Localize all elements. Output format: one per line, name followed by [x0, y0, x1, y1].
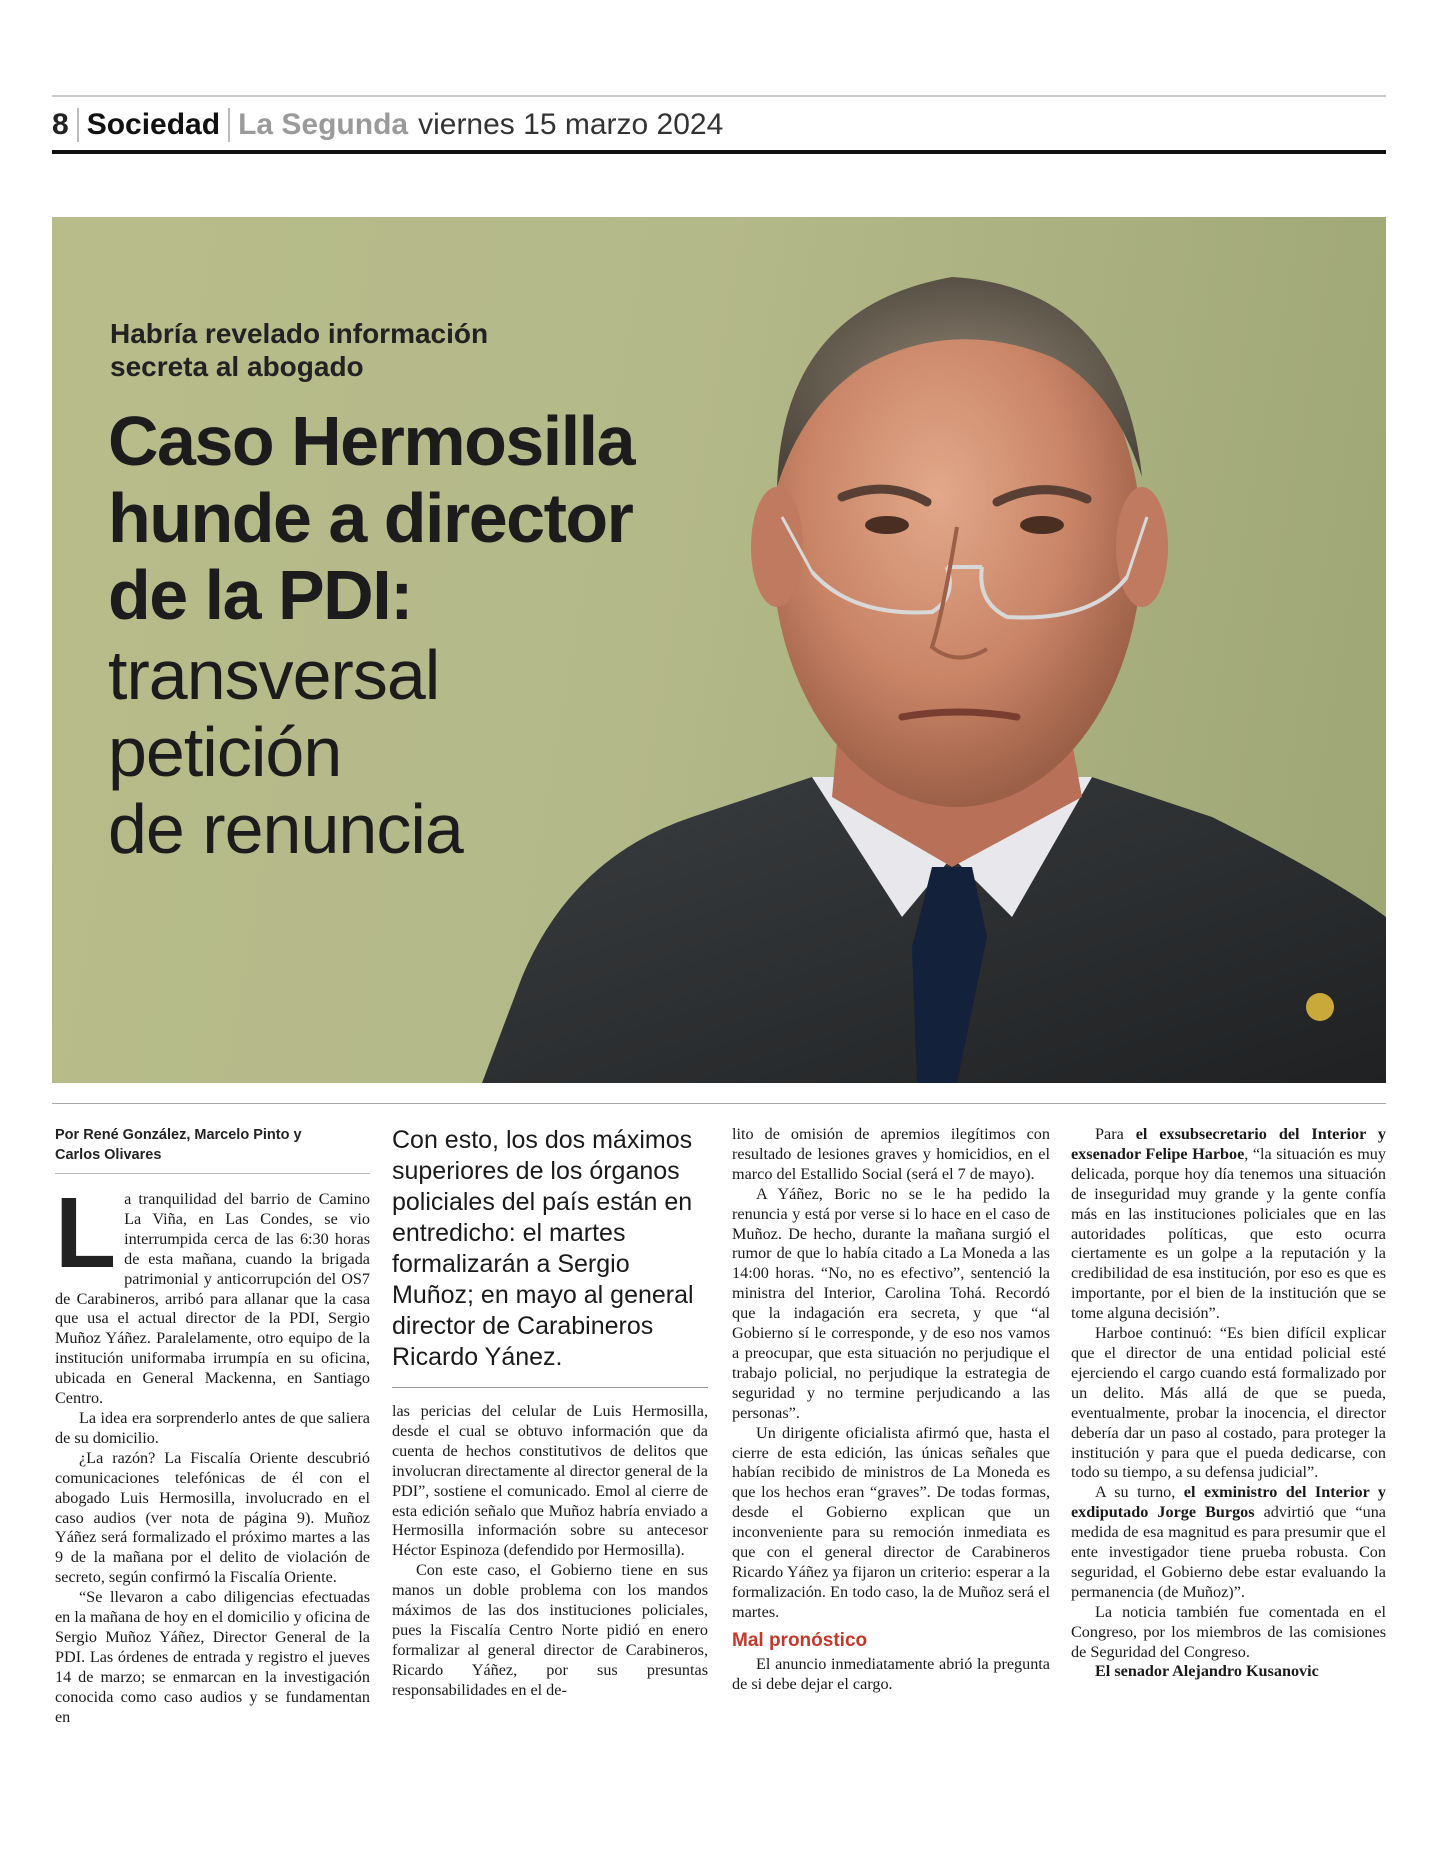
article-column-1 — [55, 1125, 370, 1727]
article-paragraph: “Se llevaron a cabo diligencias efectuadas en la mañana de hoy en el domicilio y oficina de Sergio Muñoz Yáñez, Director General de la PDI. Las órdenes de entrada y registro el jueves 14 de marzo; se enmarcan en la investigación conocida como caso audios y se fundamentan en — [55, 1588, 370, 1726]
headline-continuation — [108, 637, 748, 868]
headline-title — [108, 403, 748, 634]
byline-line: Carlos Olivares — [55, 1147, 162, 1163]
paragraph-text: a tranquilidad del barrio de Camino La Viña, en Las Condes, se vio interrumpida cerca de las 6:30 horas de esta mañana, cuando la brigada patrimonial y anticorrupción del OS7 de Carabineros, arribó para allanar que la casa que usa el actual director de la PDI, Sergio Muñoz Yáñez. Paralelamente, otro equipo de la institución uniformaba irrumpía en su oficina, ubicada en General Mackenna, en Santiago Centro. — [55, 1190, 370, 1408]
article-paragraph: Harboe continuó: “Es bien difícil explicar que el director de una entidad policial esté ejerciendo el cargo cuando está formalizado por un delito. Más allá de que se pueda, eventualmente, probar la inocencia, el director debería dar un paso al costado, para proteger la institución y para que el pueda dedicarse, con todo su tiempo, a su defensa judicial”. — [1071, 1324, 1386, 1482]
article-paragraph: ¿La razón? La Fiscalía Oriente descubrió comunicaciones telefónicas de él con el abogado Luis Hermosilla, involucrado en el caso audios (ver nota de página 9). Muñoz Yáñez será formalizado el próximo martes a las 9 de la mañana por el delito de violación de secreto, según confirmó la Fiscalía Oriente. — [55, 1448, 370, 1587]
headline-line: Caso Hermosilla — [108, 402, 635, 480]
article-paragraph — [1071, 1662, 1386, 1682]
article-column-3 — [732, 1125, 1050, 1694]
headline-line: hunde a director — [108, 479, 633, 557]
top-hairline — [52, 95, 1386, 97]
article-paragraph — [55, 1177, 370, 1409]
article-column-4 — [1071, 1125, 1386, 1682]
paragraph-text: , “la situación es muy delicada, porque hoy día tenemos una situación de inseguridad muy grande y la gente confía más en las instituciones policiales que en las autoridades políticas, que esto ocurra ciertamente es un golpe a la reputación y la credibilidad de esa institución, por eso es que es importante, por el bien de la institución que se tome alguna decisión”. — [1071, 1144, 1386, 1323]
headline-line: de renuncia — [108, 790, 463, 868]
byline — [55, 1125, 370, 1174]
article-paragraph: A Yáñez, Boric no se le ha pedido la renuncia y está por verse si lo hace en el caso de Muñoz. De hecho, durante la mañana surgió el rumor de que lo había citado a La Moneda a las 14:00 horas. “No, no es efectivo”, sentenció la ministra del Interior, Carolina Tohá. Recordó que la indagación era secreta, y que “al Gobierno sí le corresponde, y de eso nos vamos a preocupar, que esta situación no perjudique el trabajo policial, no perjudique la estrategia de seguridad y no termine perjudicando a las personas”. — [732, 1184, 1050, 1422]
header-rule — [52, 150, 1386, 154]
headline-line: transversal — [108, 636, 440, 714]
article-paragraph: lito de omisión de apremios ilegítimos con resultado de lesiones graves y homicidios, en el marco del Estallido Social (será el 7 de mayo). — [732, 1125, 1050, 1183]
headline-kicker — [110, 317, 670, 383]
paragraph-text: Para — [1095, 1125, 1136, 1143]
article-paragraph: La idea era sorprenderlo antes de que saliera de su domicilio. — [55, 1408, 370, 1447]
issue-date: viernes 15 marzo 2024 — [418, 108, 724, 141]
bold-name: El senador Alejandro Kusanovic — [1095, 1662, 1319, 1681]
page-header — [52, 98, 1386, 152]
article-column-2 — [392, 1125, 708, 1701]
kicker-line: Habría revelado información — [110, 318, 489, 349]
article-paragraph: El anuncio inmediatamente abrió la pregunta de si debe dejar el cargo. — [732, 1654, 1050, 1693]
photo-separator — [52, 1103, 1386, 1104]
newspaper-name: La Segunda — [238, 108, 409, 141]
article-paragraph: La noticia también fue comentada en el Congreso, por los miembros de las comisiones de Seguridad del Congreso. — [1071, 1602, 1386, 1661]
paragraph-text: advirtió que “una medida de esa magnitud es para presumir que el ente investigador tiene prueba robusta. Con seguridad, el Gobierno debe estar evaluando la permanencia (de Muñoz)”. — [1071, 1503, 1386, 1601]
bold-name: el exministro del Interior y exdiputado Jorge Burgos — [1071, 1483, 1387, 1522]
byline-line: Por René González, Marcelo Pinto y — [55, 1127, 302, 1143]
article-paragraph — [1071, 1483, 1386, 1602]
article-paragraph: Un dirigente oficialista afirmó que, hasta el cierre de esta edición, las únicas señales que habían recibido de ministros de La Moneda es que los hechos eran “graves”. De todas formas, desde el Gobierno explican que un inconveniente para su remoción inmediata es que con el general director de Carabineros Ricardo Yáñez ya fijaron un criterio: esperar a la formalización. En todo caso, la de Muñoz será el martes. — [732, 1423, 1050, 1621]
subheading: Mal pronóstico — [732, 1629, 868, 1651]
headline-line: de la PDI: — [108, 556, 412, 634]
article-paragraph: Con este caso, el Gobierno tiene en sus manos un doble problema con los mandos máximos de las dos instituciones policiales, pues la Fiscalía Centro Norte pidió en enero formalizar al general director de Carabineros, Ricardo Yáñez, por sus presuntas responsabilidades en el de- — [392, 1561, 708, 1699]
pull-quote: Con esto, los dos máximos superiores de los órganos policiales del país están en entredicho: el martes formalizarán a Sergio Muñoz; en mayo al general director de Carabineros Ricardo Yánez. — [392, 1125, 708, 1388]
article-paragraph — [1071, 1125, 1386, 1324]
drop-cap: L — [55, 1177, 117, 1289]
bold-name: el exsubsecretario del Interior y exsenador Felipe Harboe — [1071, 1125, 1386, 1163]
section-name: Sociedad — [87, 108, 230, 142]
hero-photo-area — [52, 217, 1386, 1083]
page-number: 8 — [52, 108, 79, 142]
headline-line: petición — [108, 713, 342, 791]
kicker-line: secreta al abogado — [110, 351, 364, 382]
paragraph-text: A su turno, — [1095, 1483, 1184, 1502]
article-paragraph: las pericias del celular de Luis Hermosilla, desde el cual se obtuvo información que da cuenta de hechos constitutivos de delitos que involucran directamente al director general de la PDI”, sostiene el comunicado. Emol al cierre de esta edición señalo que Muñoz habría enviado a Hermosilla información sobre su antecesor Héctor Espinoza (defendido por Hermosilla). — [392, 1402, 708, 1560]
